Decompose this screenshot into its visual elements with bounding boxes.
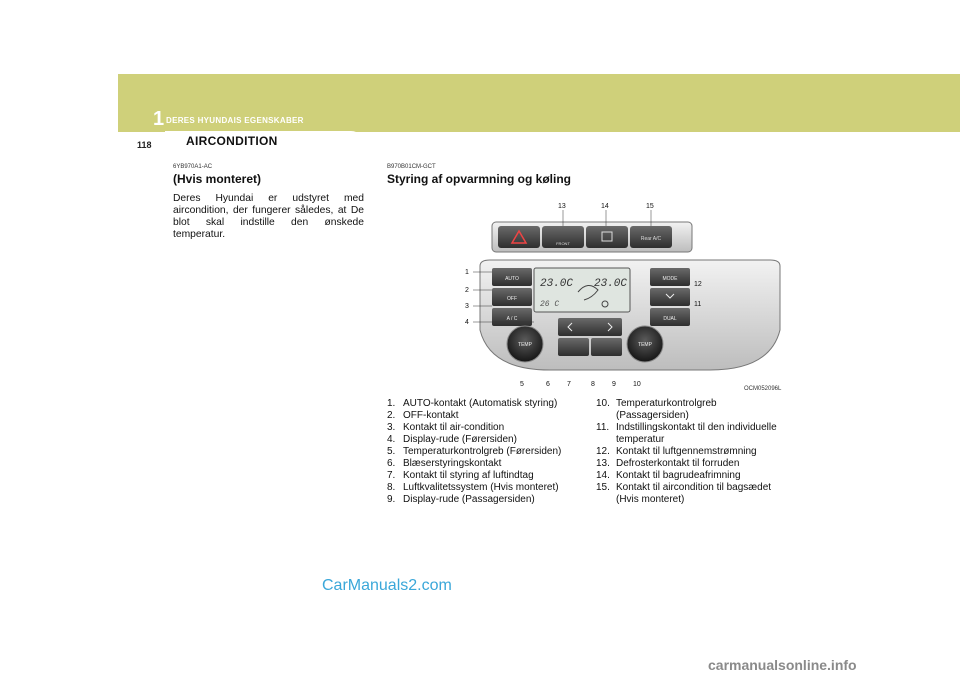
svg-text:10: 10 bbox=[633, 381, 641, 388]
list-item: 8. Luftkvalitetssystem (Hvis monteret) bbox=[387, 482, 559, 493]
svg-text:TEMP: TEMP bbox=[518, 342, 532, 348]
svg-text:6: 6 bbox=[546, 381, 550, 388]
svg-text:AUTO: AUTO bbox=[505, 276, 519, 282]
list-item: 15. Kontakt til aircondition til bagsædet (Hvis monteret) bbox=[596, 482, 772, 505]
svg-text:26 C: 26 C bbox=[540, 300, 560, 309]
svg-text:12: 12 bbox=[694, 281, 702, 288]
climate-control-panel bbox=[465, 200, 790, 388]
figure-code: OCM052096L bbox=[744, 386, 782, 392]
svg-text:FRONT: FRONT bbox=[556, 241, 570, 246]
svg-text:OFF: OFF bbox=[507, 296, 517, 302]
svg-text:5: 5 bbox=[520, 381, 524, 388]
svg-text:Rear A/C: Rear A/C bbox=[640, 236, 662, 242]
svg-text:15: 15 bbox=[646, 203, 654, 210]
list-item: 14. Kontakt til bagrudeafrimning bbox=[596, 470, 741, 481]
right-code: B970B01CM-GCT bbox=[387, 164, 436, 170]
svg-text:4: 4 bbox=[465, 319, 469, 326]
svg-text:2: 2 bbox=[465, 287, 469, 294]
list-item: 2. OFF-kontakt bbox=[387, 410, 459, 421]
svg-text:MODE: MODE bbox=[662, 276, 678, 282]
list-item: 6. Blæserstyringskontakt bbox=[387, 458, 502, 469]
svg-text:7: 7 bbox=[567, 381, 571, 388]
svg-text:TEMP: TEMP bbox=[638, 342, 652, 348]
svg-text:9: 9 bbox=[612, 381, 616, 388]
svg-text:11: 11 bbox=[694, 301, 702, 308]
list-item: 7. Kontakt til styring af luftindtag bbox=[387, 470, 534, 481]
list-item: 11. Indstillingskontakt til den individuelle temperatur bbox=[596, 422, 777, 445]
svg-text:1: 1 bbox=[465, 269, 469, 276]
list-item: 10. Temperaturkontrolgreb (Passagersiden) bbox=[596, 398, 717, 421]
page-number: 118 bbox=[137, 140, 152, 150]
chapter-number: 1 bbox=[153, 108, 165, 130]
hazard-button bbox=[498, 226, 540, 248]
list-item: 5. Temperaturkontrolgreb (Førersiden) bbox=[387, 446, 562, 457]
watermark-link-left[interactable]: CarManuals2.com bbox=[322, 577, 452, 594]
list-item: 1. AUTO-kontakt (Automatisk styring) bbox=[387, 398, 558, 409]
svg-text:DUAL: DUAL bbox=[663, 316, 677, 322]
list-item: 9. Display-rude (Passagersiden) bbox=[387, 494, 535, 505]
air-intake-button bbox=[558, 338, 589, 356]
svg-text:8: 8 bbox=[591, 381, 595, 388]
rear-defrost-button bbox=[586, 226, 628, 248]
list-item: 3. Kontakt til air-condition bbox=[387, 422, 505, 433]
left-code: 6YB970A1-AC bbox=[173, 164, 213, 170]
left-body: Deres Hyundai er udstyret med aircondition, der fungerer således, at De blot skal indstille den ønskede temperatur. bbox=[173, 193, 364, 240]
svg-text:13: 13 bbox=[558, 203, 566, 210]
svg-text:14: 14 bbox=[601, 203, 609, 210]
mode-down-button bbox=[650, 288, 690, 306]
watermark-link-right[interactable]: carmanualsonline.info bbox=[708, 657, 857, 673]
svg-text:3: 3 bbox=[465, 303, 469, 310]
air-quality-button bbox=[591, 338, 622, 356]
legend-list-right bbox=[596, 398, 786, 506]
svg-text:A / C: A / C bbox=[506, 316, 518, 322]
section-title: AIRCONDITION bbox=[186, 134, 278, 148]
svg-text:23.0C: 23.0C bbox=[594, 278, 628, 290]
right-heading: Styring af opvarmning og køling bbox=[387, 172, 572, 186]
svg-text:23.0C: 23.0C bbox=[540, 278, 574, 290]
list-item: 13. Defrosterkontakt til forruden bbox=[596, 458, 740, 469]
legend-list-left bbox=[387, 398, 577, 506]
list-item: 4. Display-rude (Førersiden) bbox=[387, 434, 517, 445]
left-heading: (Hvis monteret) bbox=[173, 172, 262, 186]
chapter-title: DERES HYUNDAIS EGENSKABER bbox=[166, 116, 304, 125]
list-item: 12. Kontakt til luftgennemstrømning bbox=[596, 446, 757, 457]
